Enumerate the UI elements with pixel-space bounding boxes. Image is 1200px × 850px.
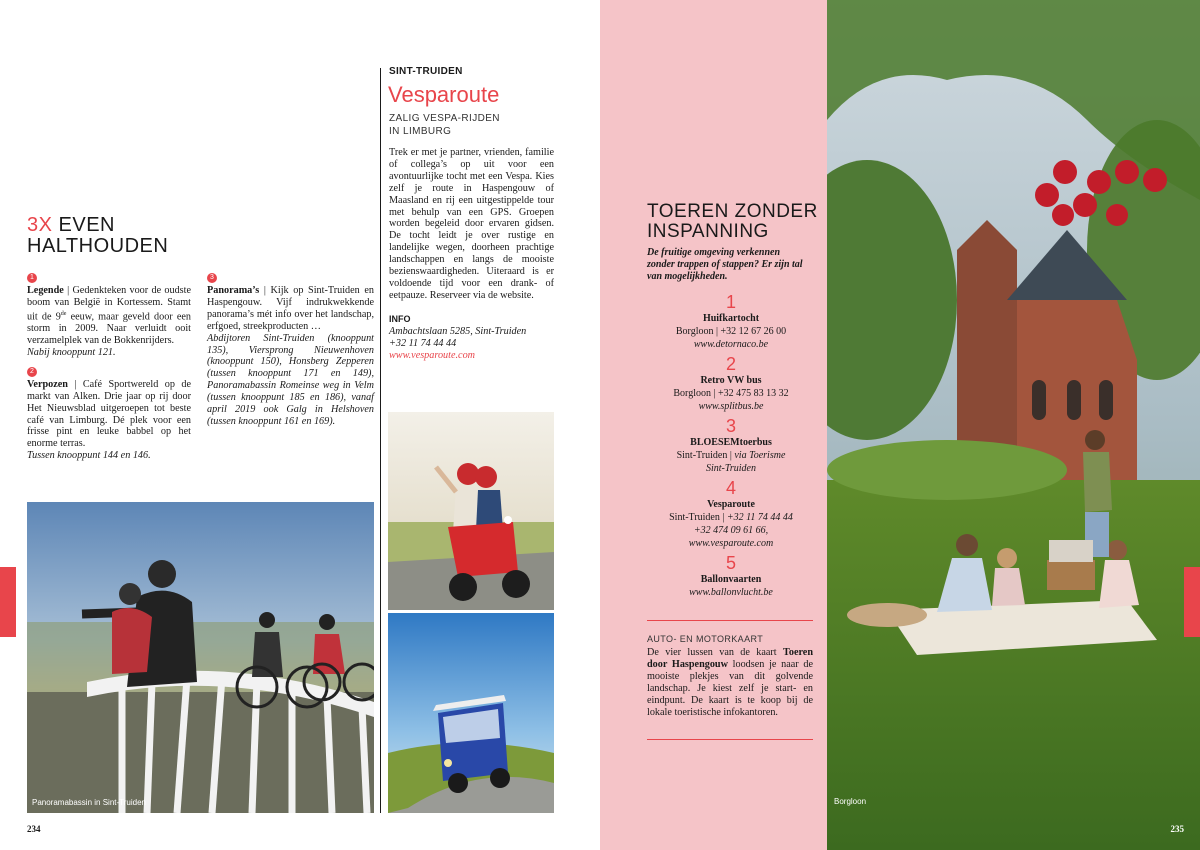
tuktuk-photo-image	[388, 613, 554, 813]
left-edge-tab	[0, 567, 16, 637]
vespa-photo-image	[388, 412, 554, 610]
vesparoute-info: INFO Ambachtslaan 5285, Sint-Truiden +32 11 74 44 44 www.vesparoute.com	[389, 314, 554, 362]
tour-item: 3 BLOESEMtoerbus Sint-Truiden | via Toerisme Sint-Truiden	[676, 416, 786, 474]
cyclists-photo	[27, 502, 374, 813]
column-divider	[380, 68, 381, 813]
tours-list	[647, 292, 815, 599]
map-label: AUTO- EN MOTORKAART	[647, 634, 764, 644]
page-number-right: 235	[1170, 824, 1184, 834]
vesparoute-kicker: SINT-TRUIDEN	[389, 66, 463, 77]
vesparoute-subtitle: ZALIG VESPA-RIJDEN IN LIMBURG	[389, 113, 500, 137]
number-badge: 3	[207, 273, 217, 283]
picnic-photo	[827, 0, 1200, 850]
item-legende: 1 Legende | Gedenkteken voor de oudste boom van België in Kortessem. Stamt uit de 9de eeuw, maar geveld door een storm in 2009. Naar verluidt ooit verzamelplek van de Bokkenrijders. Nabij knooppunt 121.	[27, 274, 191, 358]
picnic-photo-image	[827, 0, 1200, 850]
right-photo-caption: Borgloon	[834, 797, 867, 806]
vesparoute-body: Trek er met je partner, vrienden, familie of collega’s op uit voor een avontuurlijke tocht met een Vespa. Kies zelf je route in Haspengouw of Maasland en rij een uitgestippelde tour met behulp van een GPS. Groepen worden begeleid door ervaren gidsen. De tocht leidt je over rustige en landelijke wegen, doorheen prachtige landschappen en langs de mooiste bezienswaardigheden. Uiteraard is er voldoende tijd voor een drank- of eetpauze. Reserveer via de website. INFO Ambachtslaan 5285, Sint-Truiden +32 11 74 44 44 www.vesparoute.com	[389, 147, 554, 361]
right-edge-tab	[1184, 567, 1200, 637]
left-column	[27, 271, 191, 468]
tour-item: 2 Retro VW bus Borgloon | +32 475 83 13 32 www.splitbus.be	[673, 354, 789, 412]
sidebar-rule-top	[647, 620, 813, 621]
item-panoramas: 3 Panorama’s | Kijk op Sint-Truiden en Haspengouw. Vijf indrukwekkende panorama’s mét info over het landschap, erfgoed, streekproducten … Abdijtoren Sint-Truiden (knooppunt 135), Viersprong Nieuwenhoven (knooppunt 150), Honsberg Zepperen (tussen knooppunt 171 en 149), Panoramabassin Romeinse weg in Velm (tussen knooppunt 185 en 186), vanaf april 2019 ook Galg in Helshoven (tussen knooppunt 161 en 169).	[207, 274, 374, 427]
item-verpozen: 2 Verpozen | Café Sportwereld op de markt van Alken. Drie jaar op rij door Het Nieuwsblad uitgeroepen tot beste café van Limburg. Dé plek voor een frisse pint en leuke babbel op het enorme terras. Tussen knooppunt 144 en 146.	[27, 367, 191, 462]
middle-left-column	[207, 271, 374, 434]
tour-item: 4 Vesparoute Sint-Truiden | +32 11 74 44 44 +32 474 09 61 66, www.vesparoute.com	[669, 478, 793, 549]
tour-item: 1 Huifkartocht Borgloon | +32 12 67 26 00 www.detornaco.be	[675, 292, 787, 350]
sidebar-title: TOEREN ZONDER INSPANNING	[647, 201, 818, 242]
tour-item: 5 Ballonvaarten www.ballonvlucht.be	[689, 553, 773, 598]
map-text: De vier lussen van de kaart Toeren door Haspengouw loodsen je naar de mooiste plekjes van dit golvende landschap. Je kiest zelf je start- en eindpunt. De kaart is te koop bij de lokale toeristische infokantoren.	[647, 647, 813, 718]
cyclists-photo-image	[27, 502, 374, 813]
sidebar-intro: De fruitige omgeving verkennen zonder trappen of stappen? Er zijn tal van mogelijkheden.	[647, 247, 803, 282]
number-badge: 2	[27, 367, 37, 377]
vespa-photo	[388, 412, 554, 610]
vesparoute-link[interactable]: www.vesparoute.com	[389, 349, 476, 361]
tuktuk-photo	[388, 613, 554, 813]
section-heading: 3X EVEN HALTHOUDEN	[27, 214, 169, 257]
vesparoute-title: Vesparoute	[388, 82, 500, 107]
number-badge: 1	[27, 273, 37, 283]
page-number-left: 234	[27, 824, 41, 834]
sidebar-rule-bottom	[647, 739, 813, 740]
photo-caption: Panoramabassin in Sint-Truiden	[32, 798, 146, 807]
